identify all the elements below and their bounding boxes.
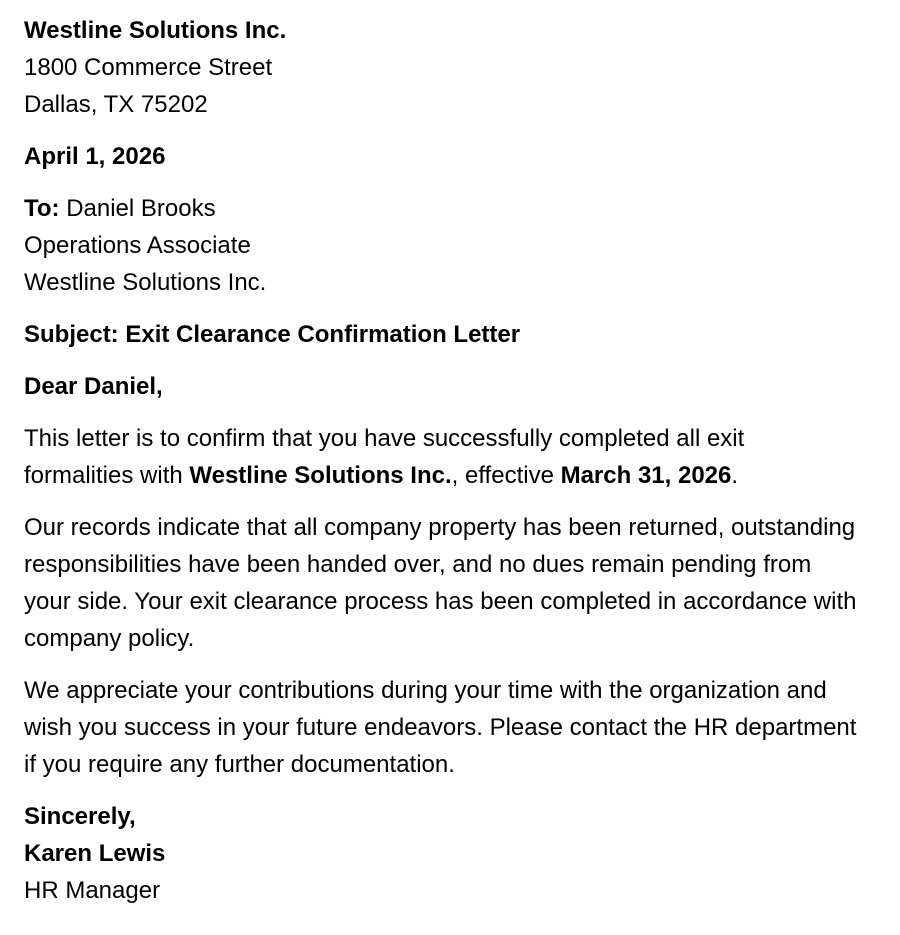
p1-text-1: This letter is to confirm that you have successfully completed all exit formalities with [24,425,745,489]
closing-block [24,798,860,909]
recipient-name: Daniel Brooks [59,195,216,222]
sender-address-block [24,12,860,123]
body-paragraph-2: Our records indicate that all company property has been returned, outstanding responsibilities have been handed over, and no dues remain pending from your side. Your exit clearance process has been completed in accordance with company policy. [24,514,857,652]
salutation-text: Dear Daniel, [24,373,163,400]
recipient-name-line [24,190,860,227]
closing-title: HR Manager [24,877,161,904]
sender-address-line2: Dallas, TX 75202 [24,91,208,118]
closing-name: Karen Lewis [24,840,166,867]
body-paragraph-1 [24,420,860,494]
body-paragraph-3: We appreciate your contributions during your time with the organization and wish you success in your future endeavors. Please contact the HR department if you require any further documentation. [24,677,857,778]
recipient-title: Operations Associate [24,232,251,259]
sender-company: Westline Solutions Inc. [24,17,287,44]
date-line [24,138,860,175]
p1-text-3: . [731,462,739,489]
p1-text-2: , effective [451,462,561,489]
sender-address-line1: 1800 Commerce Street [24,54,273,81]
subject-text: Subject: Exit Clearance Confirmation Letter [24,321,521,348]
p1-date-bold: March 31, 2026 [560,462,732,489]
p1-company-bold: Westline Solutions Inc. [189,462,452,489]
to-label: To: [24,195,60,222]
recipient-block [24,190,860,301]
salutation-line [24,368,860,405]
recipient-company: Westline Solutions Inc. [24,269,267,296]
subject-line [24,316,860,353]
closing-signoff: Sincerely, [24,803,136,830]
letter-date: April 1, 2026 [24,143,166,170]
letter-document [24,12,860,909]
